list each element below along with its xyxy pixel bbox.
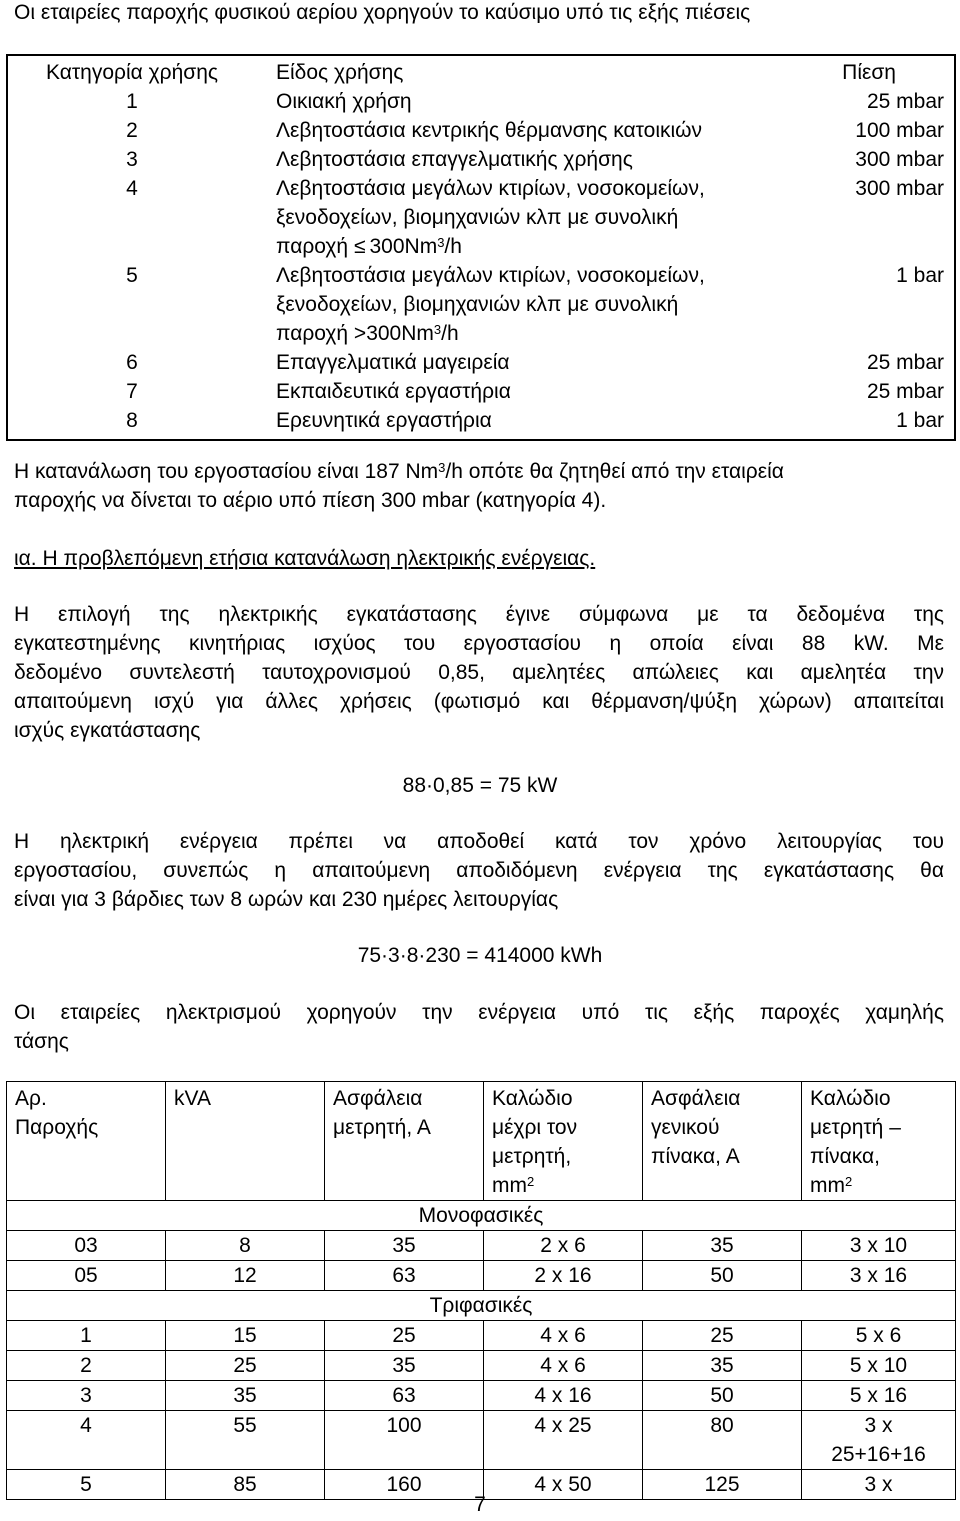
table-cell: 85 — [166, 1470, 325, 1500]
table-cell: 12 — [166, 1261, 325, 1291]
row-pressure: 300 mbar — [855, 177, 944, 200]
section-heading: ια. Η προβλεπόμενη ετήσια κατανάλωση ηλεκτρικής ενέργειας. — [14, 547, 596, 570]
table-cell: 2 x 6 — [484, 1231, 643, 1261]
paragraph-line: τάσης — [14, 1030, 69, 1053]
header-line: Ασφάλεια — [651, 1087, 741, 1110]
header-line: μετρητή, Α — [333, 1116, 431, 1139]
table-cell: 4 x 25 — [484, 1411, 643, 1470]
flow-unit: /h — [441, 322, 459, 345]
superscript: 3 — [437, 235, 445, 250]
group-label-single-phase: Μονοφασικές — [7, 1201, 956, 1231]
row-usage: Λεβητοστάσια επαγγελματικής χρήσης — [276, 148, 633, 171]
paragraph-line: Η επιλογή της ηλεκτρικής εγκατάστασης έγινε σύμφωνα με τα δεδομένα της — [14, 603, 944, 626]
header-line: πίνακα, — [810, 1145, 881, 1168]
row-usage: Λεβητοστάσια κεντρικής θέρμανσης κατοικιών — [276, 119, 703, 142]
header-line — [810, 1171, 947, 1200]
table-row — [7, 1411, 956, 1470]
table-cell: 03 — [7, 1231, 166, 1261]
row-usage — [256, 261, 786, 348]
table-cell: 63 — [325, 1381, 484, 1411]
header-kva — [166, 1082, 325, 1201]
formula-power: 88·0,85 = 75 kW — [402, 774, 558, 797]
less-equal-symbol: ≤ — [353, 235, 366, 258]
header-line: Καλώδιο — [810, 1087, 891, 1110]
paragraph-line: ισχύς εγκατάστασης — [14, 719, 201, 742]
header-supply-no — [7, 1082, 166, 1201]
table-row — [7, 377, 955, 406]
row-category: 3 — [126, 148, 138, 171]
table-row — [7, 406, 955, 440]
table-cell: 3 x 16 — [802, 1261, 956, 1291]
gas-intro-text: Οι εταιρείες παροχής φυσικού αερίου χορηγούν το καύσιμο υπό τις εξής πιέσεις — [14, 1, 751, 24]
table-row — [7, 116, 955, 145]
usage-line — [276, 232, 786, 261]
table-cell: 4 x 6 — [484, 1351, 643, 1381]
table-row — [7, 87, 955, 116]
row-pressure: 25 mbar — [866, 380, 944, 403]
paragraph-line: εργοστασίου, συνεπώς η απαιτούμενη αποδιδόμενη ενέργεια της εγκατάστασης θα — [14, 859, 944, 882]
row-usage: Ερευνητικά εργαστήρια — [276, 409, 492, 432]
header-category: Κατηγορία χρήσης — [45, 61, 219, 84]
consumption-text-b: /h οπότε θα ζητηθεί από την εταιρεία — [445, 460, 784, 483]
row-pressure: 1 bar — [896, 409, 944, 432]
header-pressure: Πίεση — [842, 61, 896, 84]
group-row — [7, 1201, 956, 1231]
row-category: 1 — [126, 90, 138, 113]
table-cell: 80 — [643, 1411, 802, 1470]
table-cell: 50 — [643, 1261, 802, 1291]
table-cell: 4 — [7, 1411, 166, 1470]
header-meter-fuse — [325, 1082, 484, 1201]
superscript: 2 — [845, 1174, 853, 1189]
row-usage: Επαγγελματικά μαγειρεία — [276, 351, 510, 374]
unit-text: mm — [810, 1174, 845, 1197]
row-category: 4 — [126, 177, 138, 200]
table-header-row — [7, 1082, 956, 1201]
table-cell: 05 — [7, 1261, 166, 1291]
table-cell: 35 — [643, 1231, 802, 1261]
table-cell: 15 — [166, 1321, 325, 1351]
table-cell — [802, 1411, 956, 1470]
row-pressure: 300 mbar — [855, 148, 944, 171]
header-usage: Είδος χρήσης — [276, 61, 404, 84]
table-cell: 25 — [325, 1321, 484, 1351]
superscript: 3 — [433, 322, 442, 337]
cell-line: 25+16+16 — [831, 1443, 926, 1466]
table-row — [7, 1381, 956, 1411]
header-cable-meter-panel — [802, 1082, 956, 1201]
table-cell: 125 — [643, 1470, 802, 1500]
table-cell: 35 — [325, 1351, 484, 1381]
group-label-three-phase: Τριφασικές — [7, 1291, 956, 1321]
header-line: Αρ. — [15, 1087, 47, 1110]
unit-text: mm — [492, 1174, 527, 1197]
paragraph-line: είναι για 3 βάρδιες των 8 ωρών και 230 ημέρες λειτουργίας — [14, 888, 559, 911]
row-category: 2 — [126, 119, 138, 142]
table-cell: 1 — [7, 1321, 166, 1351]
table-cell: 3 x — [802, 1470, 956, 1500]
table-cell: 5 x 16 — [802, 1381, 956, 1411]
superscript: 2 — [527, 1174, 535, 1189]
page-number: 7 — [474, 1493, 486, 1516]
header-line: Καλώδιο — [492, 1087, 573, 1110]
consumption-line-1 — [14, 459, 784, 485]
table-cell: 3 — [7, 1381, 166, 1411]
row-usage: Εκπαιδευτικά εργαστήρια — [276, 380, 511, 403]
paragraph-line: Οι εταιρείες ηλεκτρισμού χορηγούν την ενέργεια υπό τις εξής παροχές χαμηλής — [14, 1001, 944, 1024]
cell-line: 3 x — [864, 1414, 893, 1437]
usage-line: Λεβητοστάσια μεγάλων κτιρίων, νοσοκομείων, — [276, 264, 705, 287]
paragraph-line: δεδομένο συντελεστή ταυτοχρονισμού 0,85, αμελητέες απώλειες και αμελητέα την — [14, 661, 944, 684]
table-row — [7, 261, 955, 348]
table-cell: 2 — [7, 1351, 166, 1381]
row-category: 5 — [126, 264, 138, 287]
formula-energy: 75·3·8·230 = 414000 kWh — [357, 944, 603, 967]
flow-unit: /h — [444, 235, 462, 258]
table-cell: 5 x 10 — [802, 1351, 956, 1381]
row-usage — [256, 174, 786, 261]
table-cell: 4 x 16 — [484, 1381, 643, 1411]
table-cell: 50 — [643, 1381, 802, 1411]
usage-line: ξενοδοχείων, βιομηχανιών κλπ με συνολική — [276, 206, 679, 229]
table-row — [7, 174, 955, 261]
flow-value: 300Nm — [369, 235, 438, 258]
row-pressure: 1 bar — [896, 264, 944, 287]
table-cell: 63 — [325, 1261, 484, 1291]
usage-prefix: παροχή — [276, 235, 349, 258]
table-cell: 100 — [325, 1411, 484, 1470]
table-row — [7, 1321, 956, 1351]
header-cable-to-meter — [484, 1082, 643, 1201]
header-line: Παροχής — [15, 1116, 99, 1139]
electricity-supply-table — [6, 1081, 956, 1500]
table-cell: 35 — [643, 1351, 802, 1381]
header-line: μετρητή – — [810, 1116, 901, 1139]
table-cell: 4 x 50 — [484, 1470, 643, 1500]
consumption-line-2: παροχής να δίνεται το αέριο υπό πίεση 300 mbar (κατηγορία 4). — [14, 489, 607, 512]
paragraph-line: εγκατεστημένης κινητήριας ισχύος του εργοστασίου η οποία είναι 88 kW. Με — [14, 632, 944, 655]
table-row — [7, 145, 955, 174]
table-cell: 2 x 16 — [484, 1261, 643, 1291]
gas-pressure-table — [6, 54, 956, 441]
group-row — [7, 1291, 956, 1321]
row-pressure: 25 mbar — [866, 351, 944, 374]
usage-line: Λεβητοστάσια μεγάλων κτιρίων, νοσοκομείων, — [276, 177, 705, 200]
consumption-text-a: Η κατανάλωση του εργοστασίου είναι 187 Nm — [14, 460, 439, 483]
row-pressure: 25 mbar — [866, 90, 944, 113]
table-cell: 5 — [7, 1470, 166, 1500]
table-cell: 4 x 6 — [484, 1321, 643, 1351]
usage-line: ξενοδοχείων, βιομηχανιών κλπ με συνολική — [276, 293, 679, 316]
table-cell: 25 — [643, 1321, 802, 1351]
row-pressure: 100 mbar — [855, 119, 944, 142]
header-line: Ασφάλεια — [333, 1087, 423, 1110]
header-line: μέχρι τον — [492, 1116, 578, 1139]
paragraph-line: απαιτούμενη ισχύ για άλλες χρήσεις (φωτισμό και θέρμανση/ψύξη χώρων) απαιτείται — [14, 690, 944, 713]
table-header-row — [7, 55, 955, 87]
header-line: kVA — [174, 1087, 211, 1110]
paragraph-line: Η ηλεκτρική ενέργεια πρέπει να αποδοθεί κατά τον χρόνο λειτουργίας του — [14, 830, 944, 853]
row-category: 6 — [126, 351, 138, 374]
table-row — [7, 348, 955, 377]
table-cell: 35 — [325, 1231, 484, 1261]
table-cell: 25 — [166, 1351, 325, 1381]
header-line — [492, 1171, 634, 1200]
table-cell: 35 — [166, 1381, 325, 1411]
row-usage: Οικιακή χρήση — [276, 90, 412, 113]
header-line: μετρητή, — [492, 1145, 572, 1168]
header-line: πίνακα, Α — [651, 1145, 740, 1168]
table-cell: 5 x 6 — [802, 1321, 956, 1351]
table-cell: 160 — [325, 1470, 484, 1500]
usage-line — [276, 319, 786, 348]
table-cell: 3 x 10 — [802, 1231, 956, 1261]
row-category: 8 — [126, 409, 138, 432]
row-category: 7 — [126, 380, 138, 403]
table-row — [7, 1231, 956, 1261]
table-row — [7, 1261, 956, 1291]
usage-prefix: παροχή >300Nm — [276, 322, 434, 345]
table-cell: 55 — [166, 1411, 325, 1470]
table-cell: 8 — [166, 1231, 325, 1261]
header-line: γενικού — [651, 1116, 720, 1139]
header-main-panel-fuse — [643, 1082, 802, 1201]
table-row — [7, 1351, 956, 1381]
superscript: 3 — [438, 460, 446, 475]
